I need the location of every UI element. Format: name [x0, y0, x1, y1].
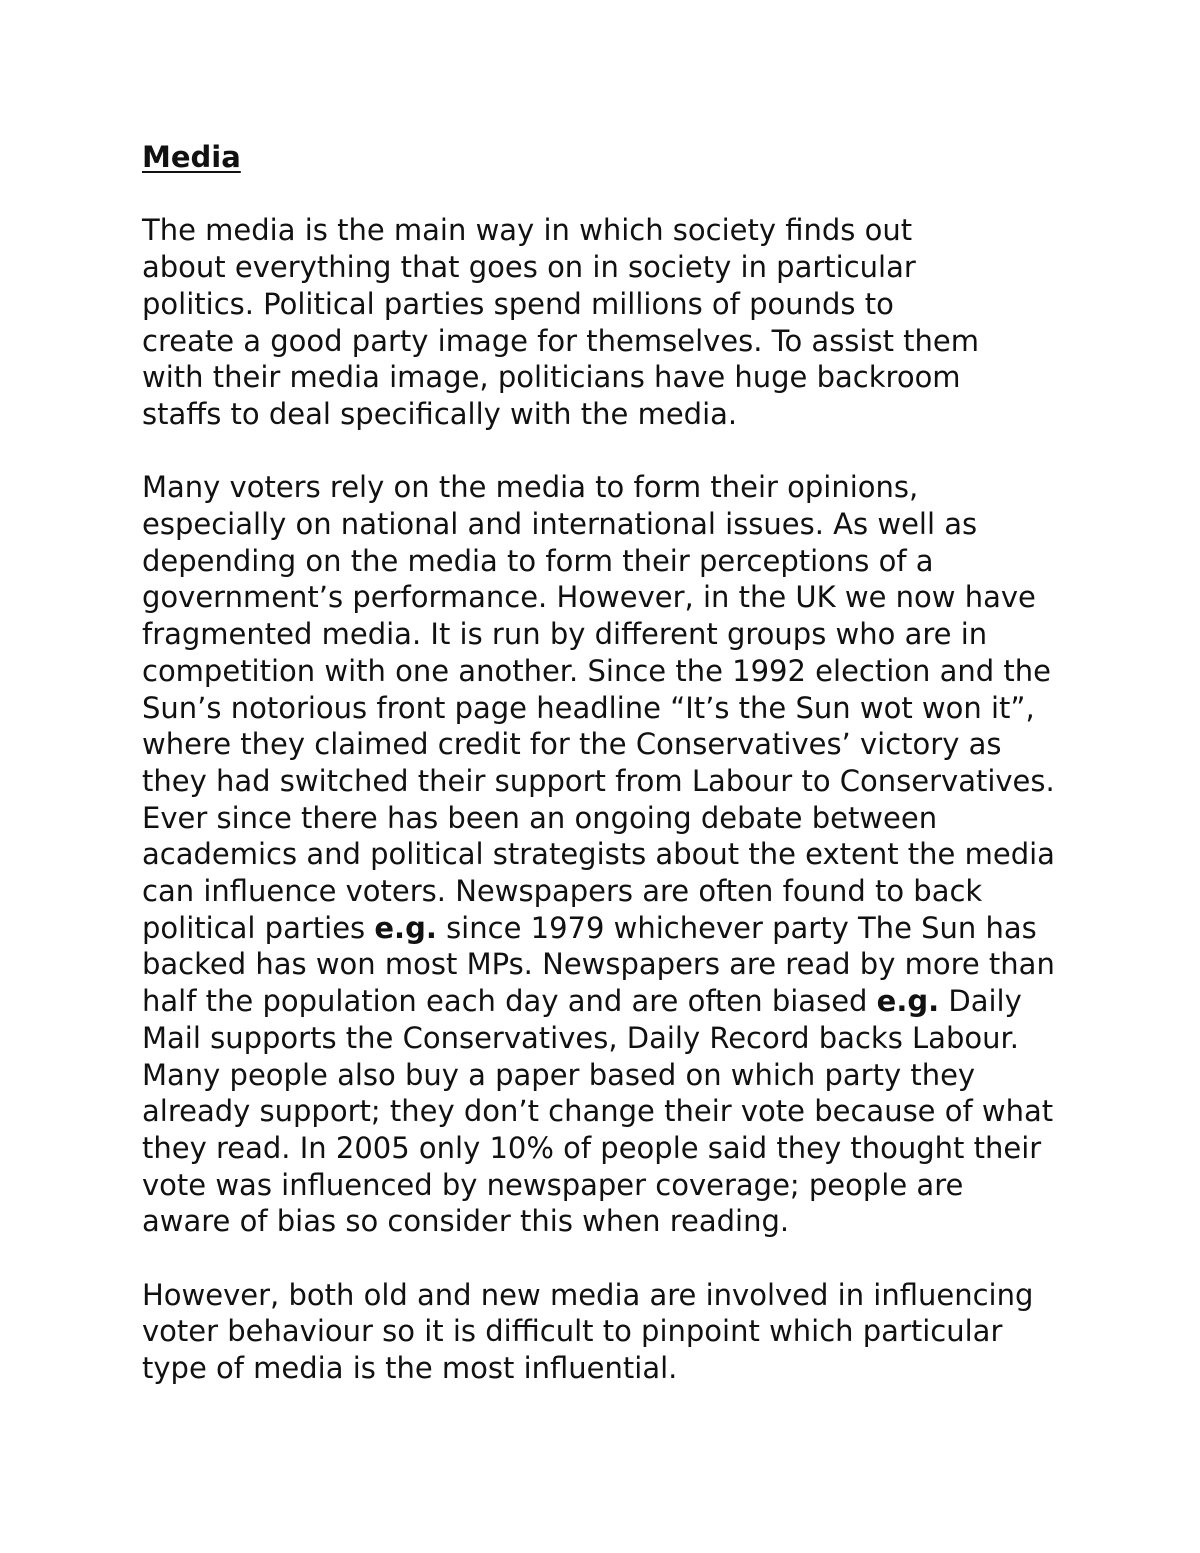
text-segment: half the population each day and are often biased	[142, 984, 877, 1019]
text-line: depending on the media to form their perceptions of a	[142, 543, 934, 578]
example-marker: e.g.	[374, 910, 437, 945]
text-line: where they claimed credit for the Conservatives’ victory as	[142, 727, 1002, 762]
text-line: they had switched their support from Labour to Conservatives.	[142, 763, 1055, 798]
page-title: Media	[142, 140, 241, 174]
text-line: vote was influenced by newspaper coverage; people are	[142, 1167, 964, 1202]
text-line: However, both old and new media are involved in influencing	[142, 1277, 1034, 1312]
text-line: especially on national and international issues. As well as	[142, 507, 978, 541]
text-line: fragmented media. It is run by different groups who are in	[142, 617, 988, 652]
text-line: academics and political strategists about the extent the media	[142, 837, 1055, 872]
text-segment: since 1979 whichever party The Sun has	[436, 910, 1037, 945]
example-marker: e.g.	[876, 984, 940, 1019]
paragraph-intro	[142, 212, 1142, 432]
text-segment: Daily	[939, 984, 1022, 1019]
paragraph-voters	[142, 469, 1142, 1240]
text-segment: political parties	[142, 910, 375, 945]
document-body	[142, 139, 1142, 1424]
text-line: government’s performance. However, in the UK we now have	[142, 580, 1036, 615]
text-line: Sun’s notorious front page headline “It’s the Sun wot won it”,	[142, 690, 1035, 725]
text-line: The media is the main way in which society finds out	[142, 213, 913, 248]
text-line: competition with one another. Since the 1992 election and the	[142, 653, 1051, 688]
text-line-with-example	[142, 983, 1142, 1020]
text-line: Many people also buy a paper based on which party they	[142, 1057, 976, 1092]
text-line: with their media image, politicians have huge backroom	[142, 360, 961, 395]
text-line: type of media is the most influential.	[142, 1351, 678, 1386]
text-line: politics. Political parties spend millions of pounds to	[142, 286, 894, 321]
text-line: Many voters rely on the media to form their opinions,	[142, 470, 919, 505]
text-line: create a good party image for themselves. To assist them	[142, 323, 980, 358]
text-line: about everything that goes on in society in particular	[142, 250, 916, 285]
text-line: Ever since there has been an ongoing debate between	[142, 800, 938, 835]
text-line-with-example	[142, 910, 1142, 947]
text-line: already support; they don’t change their vote because of what	[142, 1094, 1054, 1129]
text-line: can influence voters. Newspapers are often found to back	[142, 874, 983, 909]
text-line: Mail supports the Conservatives, Daily Record backs Labour.	[142, 1020, 1019, 1055]
text-line: voter behaviour so it is difficult to pinpoint which particular	[142, 1314, 1003, 1349]
text-line: staffs to deal specifically with the media.	[142, 396, 738, 431]
text-line: they read. In 2005 only 10% of people said they thought their	[142, 1130, 1042, 1165]
text-line: backed has won most MPs. Newspapers are read by more than	[142, 947, 1055, 982]
text-line: aware of bias so consider this when reading.	[142, 1204, 790, 1239]
paragraph-conclusion	[142, 1277, 1142, 1387]
